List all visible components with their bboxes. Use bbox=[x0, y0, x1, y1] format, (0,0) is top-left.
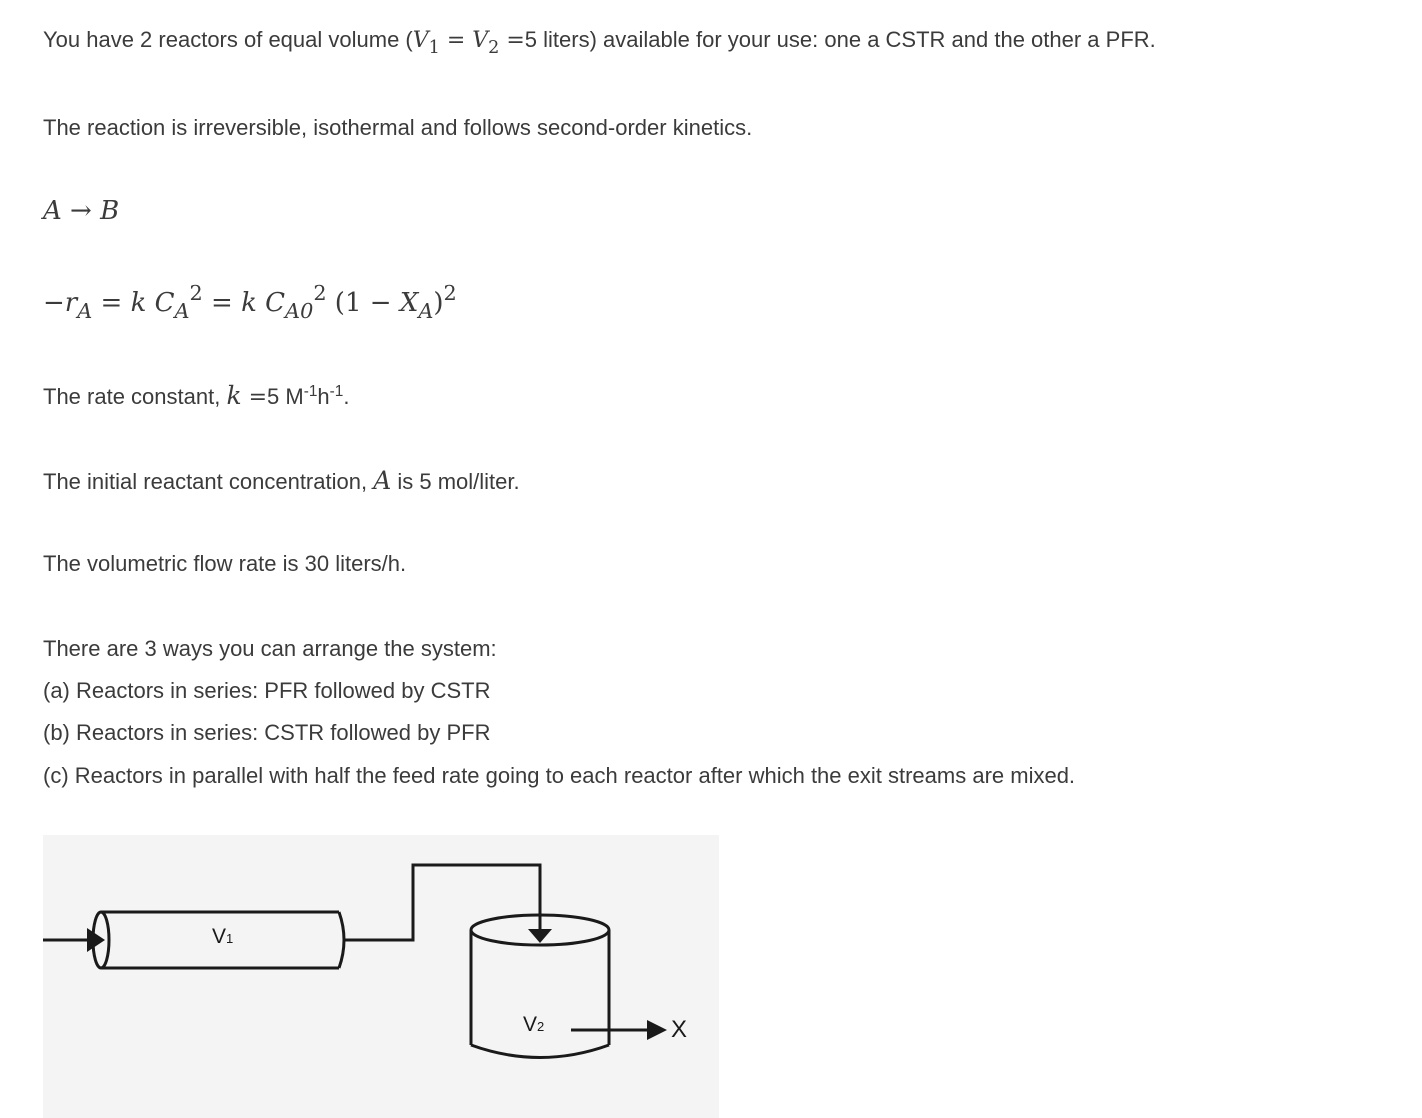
rate-constant-h: h bbox=[317, 384, 330, 409]
exit-arrowhead bbox=[647, 1020, 667, 1040]
product-symbol: B bbox=[100, 196, 120, 226]
conversion-exit-label: X bbox=[671, 1016, 688, 1043]
arrangement-option-a: (a) Reactors in series: PFR followed by CSTR bbox=[43, 678, 491, 703]
rate-sub-a1: A bbox=[77, 299, 93, 324]
reaction-arrow: → bbox=[61, 196, 101, 226]
v1-symbol: V bbox=[412, 28, 429, 53]
arrangement-option-c: (c) Reactors in parallel with half the feed rate going to each reactor after which the exit streams are mixed. bbox=[43, 763, 1076, 788]
rate-equation bbox=[43, 280, 457, 324]
intro-prefix: You have 2 reactors of equal volume ( bbox=[43, 27, 413, 52]
rate-constant-k: k bbox=[226, 381, 242, 410]
rate-c2: C bbox=[256, 288, 286, 318]
cstr-label-sub: 2 bbox=[537, 1019, 545, 1034]
rate-sup-2a: 2 bbox=[189, 280, 203, 305]
cstr-label-v: V bbox=[523, 1013, 538, 1036]
rate-k2: k bbox=[241, 288, 257, 318]
rate-sub-a0: A0 bbox=[285, 299, 314, 324]
rate-constant-value: 5 M bbox=[267, 384, 304, 409]
rate-constant-end: . bbox=[343, 384, 350, 409]
rate-constant-line bbox=[43, 381, 349, 410]
rate-constant-exp2: -1 bbox=[329, 382, 344, 400]
initial-concentration-line bbox=[43, 466, 520, 495]
arrangements-intro: There are 3 ways you can arrange the system: bbox=[43, 636, 497, 661]
pfr-label-sub: 1 bbox=[226, 931, 234, 946]
rate-constant-prefix: The rate constant, bbox=[43, 384, 227, 409]
inlet-arrowhead bbox=[87, 928, 105, 952]
rate-sup-2b: 2 bbox=[313, 280, 327, 305]
rate-constant-exp1: -1 bbox=[303, 382, 318, 400]
equals-1: = bbox=[439, 28, 473, 53]
rate-x: X bbox=[399, 288, 419, 318]
rate-sub-a2: A bbox=[174, 299, 190, 324]
v1-subscript: 1 bbox=[428, 38, 440, 59]
rate-constant-equals: = bbox=[241, 385, 268, 410]
cstr-bottom bbox=[471, 1045, 609, 1058]
rate-equals-1: = bbox=[92, 288, 131, 318]
feed-arrowhead bbox=[528, 929, 552, 943]
rate-equals-2: = bbox=[202, 288, 242, 318]
initial-conc-a: A bbox=[373, 466, 392, 495]
pfr-volume-label bbox=[212, 925, 233, 949]
cstr-volume-label bbox=[523, 1013, 544, 1037]
connecting-pipe bbox=[345, 865, 540, 940]
arrangement-option-b: (b) Reactors in series: CSTR followed by PFR bbox=[43, 720, 491, 745]
reactor-diagram bbox=[43, 835, 719, 1118]
v2-symbol: V bbox=[472, 28, 489, 53]
pfr-label-v: V bbox=[212, 925, 227, 948]
rate-sub-a3: A bbox=[418, 299, 434, 324]
rate-paren-open: (1 − bbox=[326, 288, 400, 318]
reactant-symbol: A bbox=[43, 196, 62, 226]
rate-paren-close: ) bbox=[433, 288, 444, 318]
v2-subscript: 2 bbox=[488, 38, 500, 59]
equals-2: = bbox=[499, 28, 525, 53]
flow-rate-line: The volumetric flow rate is 30 liters/h. bbox=[43, 551, 407, 576]
intro-line bbox=[43, 27, 1156, 59]
reaction-description: The reaction is irreversible, isothermal and follows second-order kinetics. bbox=[43, 115, 753, 140]
pfr-outlet-end bbox=[339, 912, 344, 968]
rate-sup-2c: 2 bbox=[443, 280, 457, 305]
initial-conc-suffix: is 5 mol/liter. bbox=[391, 469, 520, 494]
rate-k1: k bbox=[130, 288, 147, 318]
intro-suffix: 5 liters) available for your use: one a CSTR and the other a PFR. bbox=[524, 27, 1156, 52]
reaction-equation bbox=[43, 195, 119, 226]
rate-neg-r: −r bbox=[43, 288, 78, 318]
initial-conc-prefix: The initial reactant concentration, bbox=[43, 469, 374, 494]
rate-c1: C bbox=[146, 288, 175, 318]
